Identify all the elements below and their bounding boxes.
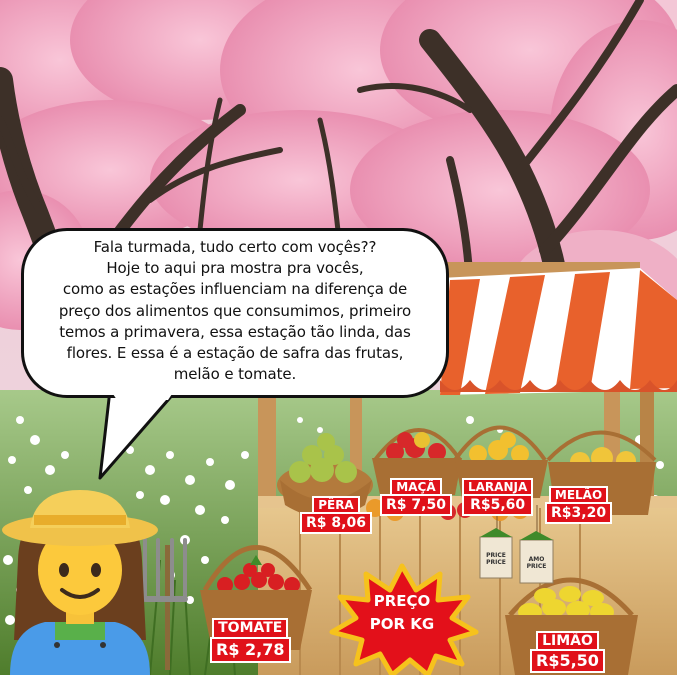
price-tag-tomato <box>210 617 291 663</box>
speech-line: preço dos alimentos que consumimos, primeiro <box>58 301 412 320</box>
speech-line: como as estações influenciam na diferença de <box>62 280 408 299</box>
hanging-tag-text: PRICE PRICE <box>486 552 506 566</box>
price-tag-name: PÊRA <box>312 496 360 514</box>
striped-awning <box>440 268 677 395</box>
speech-line: flores. E essa é a estação de safra das frutas, <box>66 344 404 363</box>
burst-line: PREÇO <box>373 592 431 610</box>
burst-line: POR KG <box>369 615 435 633</box>
price-tag-value: R$ 8,06 <box>300 512 372 534</box>
price-tag-apple <box>380 476 452 516</box>
price-tag-value: R$3,20 <box>545 502 612 524</box>
speech-bubble <box>21 228 449 398</box>
price-tag-value: R$ 7,50 <box>380 494 452 516</box>
speech-line: melão e tomate. <box>173 365 297 384</box>
price-tag-name: LIMÃO <box>536 631 599 651</box>
price-tag-value: R$5,60 <box>462 494 533 516</box>
price-tag-name: MELÃO <box>549 486 608 504</box>
price-tag-lemon <box>530 630 605 673</box>
burst-label <box>357 590 447 636</box>
speech-line: Fala turmada, tudo certo com voçês?? <box>93 238 377 256</box>
price-tag-value: R$5,50 <box>530 649 605 673</box>
hanging-tag-text: AMO PRICE <box>526 556 547 570</box>
price-tag-orange <box>462 476 533 516</box>
speech-line: Hoje to aqui pra mostra pra vocês, <box>106 259 364 278</box>
price-tag-pear <box>300 494 372 534</box>
speech-line: temos a primavera, essa estação tão linda, das <box>59 322 411 341</box>
price-tag-name: LARANJA <box>462 478 533 496</box>
price-tag-value: R$ 2,78 <box>210 637 291 663</box>
price-tag-melon <box>545 484 612 524</box>
price-tag-name: MAÇÃ <box>390 478 441 496</box>
price-tag-name: TOMATE <box>212 618 288 639</box>
